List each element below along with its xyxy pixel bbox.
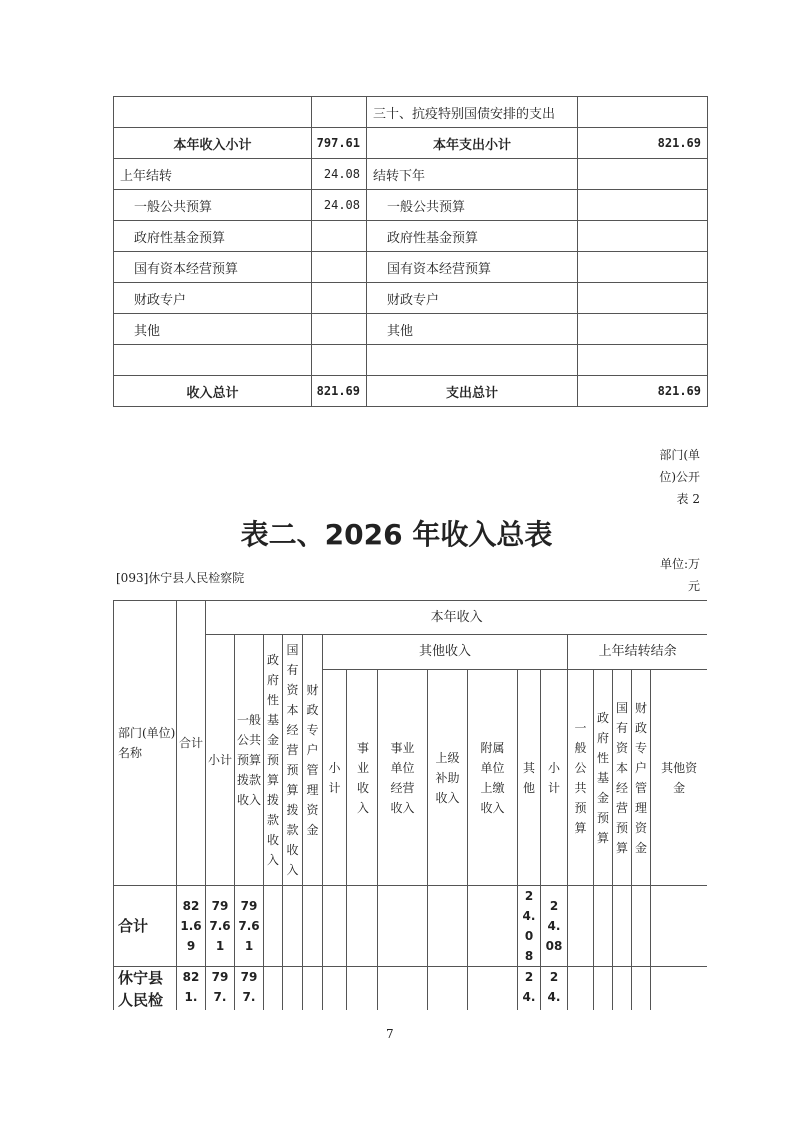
header-oi-business: 事业收入 (347, 670, 378, 886)
summary-income-value: 821.69 (312, 376, 367, 407)
income-cell-empty (568, 886, 594, 967)
income-cell-empty (378, 967, 428, 1011)
summary-expense-value (578, 190, 708, 221)
summary-income-value: 24.08 (312, 159, 367, 190)
summary-income-value (312, 252, 367, 283)
header-co-general: 一般公共预算 (568, 670, 594, 886)
org-name: [093]休宁县人民检察院 (116, 571, 245, 585)
header-co-fiscal: 财政专户管理资金 (632, 670, 651, 886)
summary-row (114, 376, 708, 407)
unit-line: 元 (687, 579, 700, 593)
income-cell-empty (594, 886, 613, 967)
table-note-line: 位)公开 (659, 470, 700, 484)
income-row (114, 967, 708, 1011)
income-cell-empty (283, 967, 303, 1011)
income-cell-subtotal: 797.61 (206, 886, 235, 967)
header-co-other: 其他资金 (651, 670, 708, 886)
summary-income-label: 国有资本经营预算 (114, 252, 312, 283)
income-cell-co-general: 24.08 (541, 886, 568, 967)
summary-row (114, 159, 708, 190)
summary-income-value (312, 221, 367, 252)
income-cell-co-subtotal: 24. (518, 967, 541, 1011)
income-cell-empty (323, 967, 347, 1011)
income-cell-empty (378, 886, 428, 967)
summary-expense-value (578, 252, 708, 283)
header-carryover: 上年结转结余 (568, 635, 708, 670)
income-cell-subtotal: 797. (206, 967, 235, 1011)
summary-income-value: 24.08 (312, 190, 367, 221)
summary-row (114, 314, 708, 345)
summary-expense-label: 结转下年 (367, 159, 578, 190)
summary-expense-label: 支出总计 (367, 376, 578, 407)
summary-row (114, 221, 708, 252)
header-total: 合计 (177, 601, 206, 886)
header-oi-affiliated: 附属单位上缴收入 (468, 670, 518, 886)
page-number: 7 (386, 1027, 394, 1041)
summary-income-label (114, 97, 312, 128)
income-row (114, 886, 708, 967)
summary-expense-value (578, 97, 708, 128)
summary-income-value (312, 314, 367, 345)
summary-expense-label: 财政专户 (367, 283, 578, 314)
income-cell-empty (347, 967, 378, 1011)
unit-label (620, 553, 700, 597)
income-cell-empty (303, 967, 323, 1011)
income-cell-total: 821.69 (177, 886, 206, 967)
summary-row (114, 128, 708, 159)
income-cell-empty (264, 886, 283, 967)
summary-expense-label: 国有资本经营预算 (367, 252, 578, 283)
income-cell-co-subtotal: 24.08 (518, 886, 541, 967)
income-cell-empty (428, 967, 468, 1011)
header-co-gov-fund: 政府性基金预算 (594, 670, 613, 886)
header-oi-superior: 上级补助收入 (428, 670, 468, 886)
income-cell-general: 797. (235, 967, 264, 1011)
summary-expense-label (367, 345, 578, 376)
summary-income-value (312, 345, 367, 376)
income-cell-empty (428, 886, 468, 967)
header-subtotal: 小计 (206, 635, 235, 886)
summary-expense-value (578, 314, 708, 345)
page-title: 表二、2026 年收入总表 (240, 518, 553, 551)
summary-expense-value: 821.69 (578, 128, 708, 159)
income-cell-general: 797.61 (235, 886, 264, 967)
header-this-year: 本年收入 (206, 601, 708, 635)
income-cell-name: 合计 (114, 886, 177, 967)
summary-income-value (312, 97, 367, 128)
table-note-line: 表 2 (676, 492, 700, 506)
unit-line: 单位:万 (659, 557, 700, 571)
header-co-state-capital: 国有资本经营预算 (613, 670, 632, 886)
summary-expense-value: 821.69 (578, 376, 708, 407)
summary-row (114, 345, 708, 376)
header-state-capital: 国有资本经营预算拨款收入 (283, 635, 303, 886)
header-gov-fund: 政府性基金预算拨款收入 (264, 635, 283, 886)
summary-expense-label: 其他 (367, 314, 578, 345)
summary-expense-label: 一般公共预算 (367, 190, 578, 221)
summary-income-label: 上年结转 (114, 159, 312, 190)
table-note-line: 部门(单 (659, 448, 700, 462)
income-cell-empty (613, 967, 632, 1011)
header-fiscal-account: 财政专户管理资金 (303, 635, 323, 886)
header-oi-business-op: 事业单位经营收入 (378, 670, 428, 886)
income-cell-empty (568, 967, 594, 1011)
header-dept-name: 部门(单位)名称 (114, 601, 177, 886)
income-cell-empty (613, 886, 632, 967)
income-table (113, 600, 707, 1010)
summary-income-value (312, 283, 367, 314)
summary-expense-value (578, 159, 708, 190)
income-cell-co-general: 24. (541, 967, 568, 1011)
income-cell-empty (651, 886, 708, 967)
summary-expense-label: 政府性基金预算 (367, 221, 578, 252)
summary-row (114, 252, 708, 283)
header-co-subtotal: 小计 (541, 670, 568, 886)
income-cell-empty (347, 886, 378, 967)
income-cell-empty (468, 967, 518, 1011)
summary-income-label: 其他 (114, 314, 312, 345)
summary-expense-label: 三十、抗疫特别国债安排的支出 (367, 97, 578, 128)
header-oi-other: 其他 (518, 670, 541, 886)
income-cell-name: 休宁县人民检 (114, 967, 177, 1011)
summary-income-label: 政府性基金预算 (114, 221, 312, 252)
summary-income-label: 本年收入小计 (114, 128, 312, 159)
income-cell-total: 821. (177, 967, 206, 1011)
summary-income-label: 财政专户 (114, 283, 312, 314)
income-cell-empty (632, 886, 651, 967)
summary-expense-label: 本年支出小计 (367, 128, 578, 159)
summary-row (114, 283, 708, 314)
income-cell-empty (468, 886, 518, 967)
summary-income-value: 797.61 (312, 128, 367, 159)
summary-expense-value (578, 221, 708, 252)
summary-row (114, 97, 708, 128)
table-note (620, 444, 700, 510)
income-cell-empty (594, 967, 613, 1011)
header-oi-subtotal: 小计 (323, 670, 347, 886)
summary-table (113, 96, 708, 407)
summary-expense-value (578, 345, 708, 376)
header-general-budget: 一般公共预算拨款收入 (235, 635, 264, 886)
summary-income-label: 一般公共预算 (114, 190, 312, 221)
income-cell-empty (632, 967, 651, 1011)
income-table-wrap (113, 600, 707, 1010)
summary-row (114, 190, 708, 221)
summary-expense-value (578, 283, 708, 314)
income-cell-empty (651, 967, 708, 1011)
income-cell-empty (283, 886, 303, 967)
header-other-income: 其他收入 (323, 635, 568, 670)
summary-income-label: 收入总计 (114, 376, 312, 407)
summary-income-label (114, 345, 312, 376)
income-cell-empty (264, 967, 283, 1011)
income-cell-empty (303, 886, 323, 967)
income-cell-empty (323, 886, 347, 967)
